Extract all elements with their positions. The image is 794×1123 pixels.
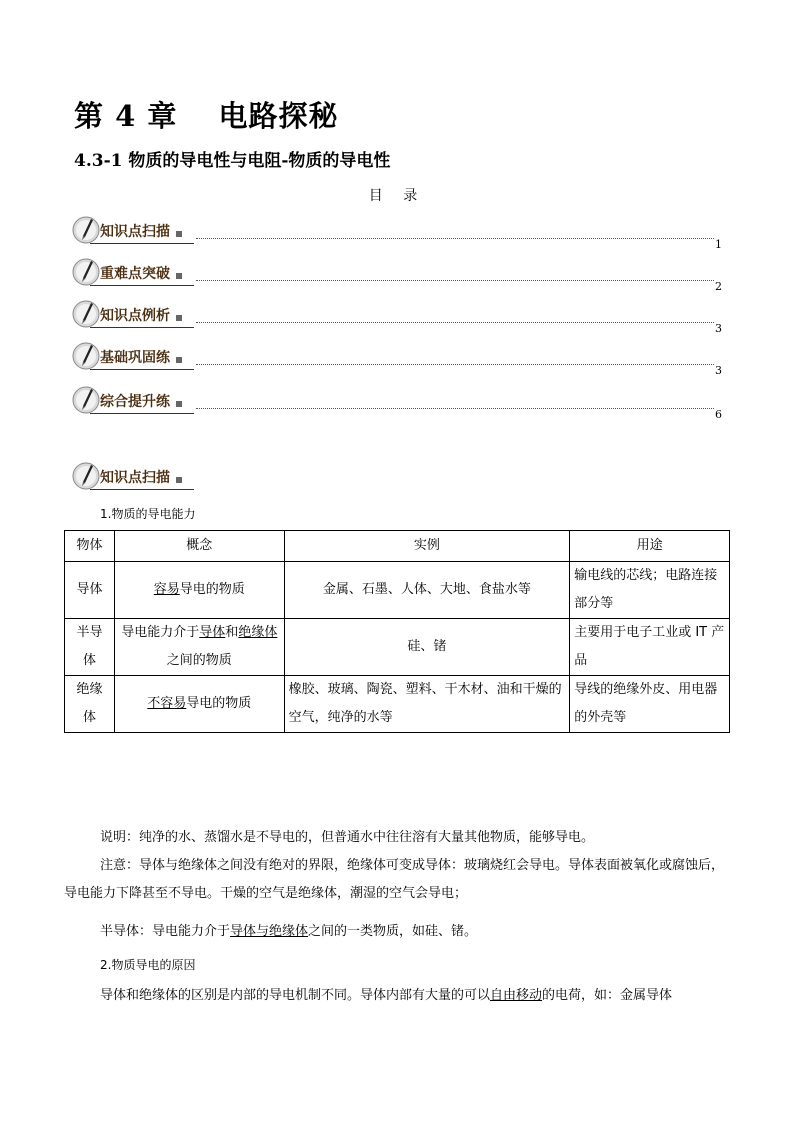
concept-text: 和 — [225, 625, 239, 640]
pen-badge-icon — [72, 342, 100, 370]
toc-badge — [70, 256, 194, 290]
badge-underline — [90, 489, 194, 490]
badge-square-icon — [176, 231, 182, 237]
toc-leader — [196, 280, 714, 281]
toc-page-number: 3 — [715, 364, 722, 377]
note-underlined: 导体与绝缘体 — [230, 924, 309, 939]
table-header-cell: 物体 — [65, 531, 115, 562]
pen-badge-icon — [72, 258, 100, 286]
badge-underline — [90, 413, 194, 414]
note-text: 半导体：导电能力介于 — [100, 924, 231, 939]
pen-badge-icon — [72, 300, 100, 328]
name-text: 半导 — [76, 625, 103, 640]
note-underlined: 自由移动 — [490, 988, 543, 1003]
badge-square-icon — [176, 477, 182, 483]
pen-badge-icon — [72, 462, 100, 490]
toc-label: 知识点扫描 — [100, 224, 170, 240]
name-text: 绝缘 — [76, 682, 103, 697]
table-header-cell: 概念 — [114, 531, 284, 562]
section-badge-label: 知识点扫描 — [100, 470, 170, 486]
toc-page-number: 3 — [715, 322, 722, 335]
heading-conductivity: 1.物质的导电能力 — [100, 507, 196, 521]
name-text: 体 — [82, 653, 96, 668]
table-row — [65, 619, 730, 676]
badge-underline — [90, 243, 194, 244]
concept-text: 导电能力介于 — [121, 625, 200, 640]
toc-leader — [196, 364, 714, 365]
table-cell-example: 橡胶、玻璃、陶瓷、塑料、干木材、油和干燥的空气，纯净的水等 — [284, 676, 570, 733]
badge-underline — [90, 327, 194, 328]
toc-leader — [196, 408, 714, 409]
note-semiconductor — [100, 920, 477, 939]
toc-badge — [70, 340, 194, 374]
toc-page-number: 2 — [715, 280, 722, 293]
concept-underlined: 绝缘体 — [238, 625, 278, 640]
badge-underline — [90, 369, 194, 370]
table-header-row — [65, 531, 730, 562]
concept-underlined: 导体 — [199, 625, 226, 640]
toc-leader — [196, 322, 714, 323]
toc-page-number: 1 — [715, 238, 722, 251]
table-cell-name — [65, 562, 115, 619]
toc-label: 综合提升练 — [100, 394, 170, 410]
toc-label: 知识点例析 — [100, 308, 170, 324]
badge-square-icon — [176, 315, 182, 321]
badge-square-icon — [176, 401, 182, 407]
table-row — [65, 676, 730, 733]
note-conduction-cause — [64, 982, 726, 1010]
toc-leader — [196, 238, 714, 239]
toc-entry[interactable] — [70, 214, 722, 256]
concept-underlined: 容易 — [153, 582, 180, 597]
table-cell-name — [65, 676, 115, 733]
toc-badge — [70, 298, 194, 332]
toc-badge — [70, 214, 194, 248]
note-text: 导体和绝缘体的区别是内部的导电机制不同。导体内部有大量的可以 — [100, 988, 491, 1003]
table-cell-concept — [114, 562, 284, 619]
conductivity-table — [64, 530, 730, 733]
note-explanation: 说明：纯净的水、蒸馏水是不导电的，但普通水中往往溶有大量其他物质，能够导电。 — [100, 830, 595, 845]
section-badge — [70, 460, 194, 494]
table-cell-use: 输电线的芯线；电路连接部分等 — [570, 562, 730, 619]
toc-label: 重难点突破 — [100, 266, 170, 282]
toc-page-number: 6 — [715, 408, 722, 421]
chapter-title: 第 4 章 电路探秘 — [74, 99, 339, 133]
toc-entry[interactable] — [70, 256, 722, 298]
table-cell-example: 硅、锗 — [284, 619, 570, 676]
concept-text: 导电的物质 — [186, 696, 252, 711]
pen-badge-icon — [72, 216, 100, 244]
table-cell-use: 导线的绝缘外皮、用电器的外壳等 — [570, 676, 730, 733]
table-header-cell: 用途 — [570, 531, 730, 562]
table-cell-example: 金属、石墨、人体、大地、食盐水等 — [284, 562, 570, 619]
badge-square-icon — [176, 273, 182, 279]
toc-entry[interactable] — [70, 384, 722, 426]
table-cell-concept — [114, 676, 284, 733]
table-cell-concept — [114, 619, 284, 676]
note-caution: 注意：导体与绝缘体之间没有绝对的界限，绝缘体可变成导体：玻璃烧红会导电。导体表面被氧化或腐蚀后，导电能力下降甚至不导电。干燥的空气是绝缘体，潮湿的空气会导电； — [64, 858, 725, 901]
note-text: 的电荷，如：金属导体 — [542, 988, 673, 1003]
heading-conduction-cause: 2.物质导电的原因 — [100, 958, 196, 972]
toc-badge — [70, 384, 194, 418]
note-text: 之间的一类物质，如硅、锗。 — [308, 924, 478, 939]
concept-underlined: 不容易 — [147, 696, 187, 711]
section-subtitle: 4.3-1 物质的导电性与电阻-物质的导电性 — [74, 151, 391, 171]
toc-label: 基础巩固练 — [100, 350, 170, 366]
toc-entry[interactable] — [70, 298, 722, 340]
table-row — [65, 562, 730, 619]
table-header-cell: 实例 — [284, 531, 570, 562]
toc-title: 目 录 — [368, 188, 426, 204]
badge-underline — [90, 285, 194, 286]
table-cell-use: 主要用于电子工业或 IT 产品 — [570, 619, 730, 676]
toc-entry[interactable] — [70, 340, 722, 382]
name-text: 体 — [82, 710, 96, 725]
concept-text: 之间的物质 — [166, 653, 232, 668]
name-text: 导体 — [76, 582, 103, 597]
badge-square-icon — [176, 357, 182, 363]
table-cell-name — [65, 619, 115, 676]
concept-text: 导电的物质 — [179, 582, 245, 597]
pen-badge-icon — [72, 386, 100, 414]
